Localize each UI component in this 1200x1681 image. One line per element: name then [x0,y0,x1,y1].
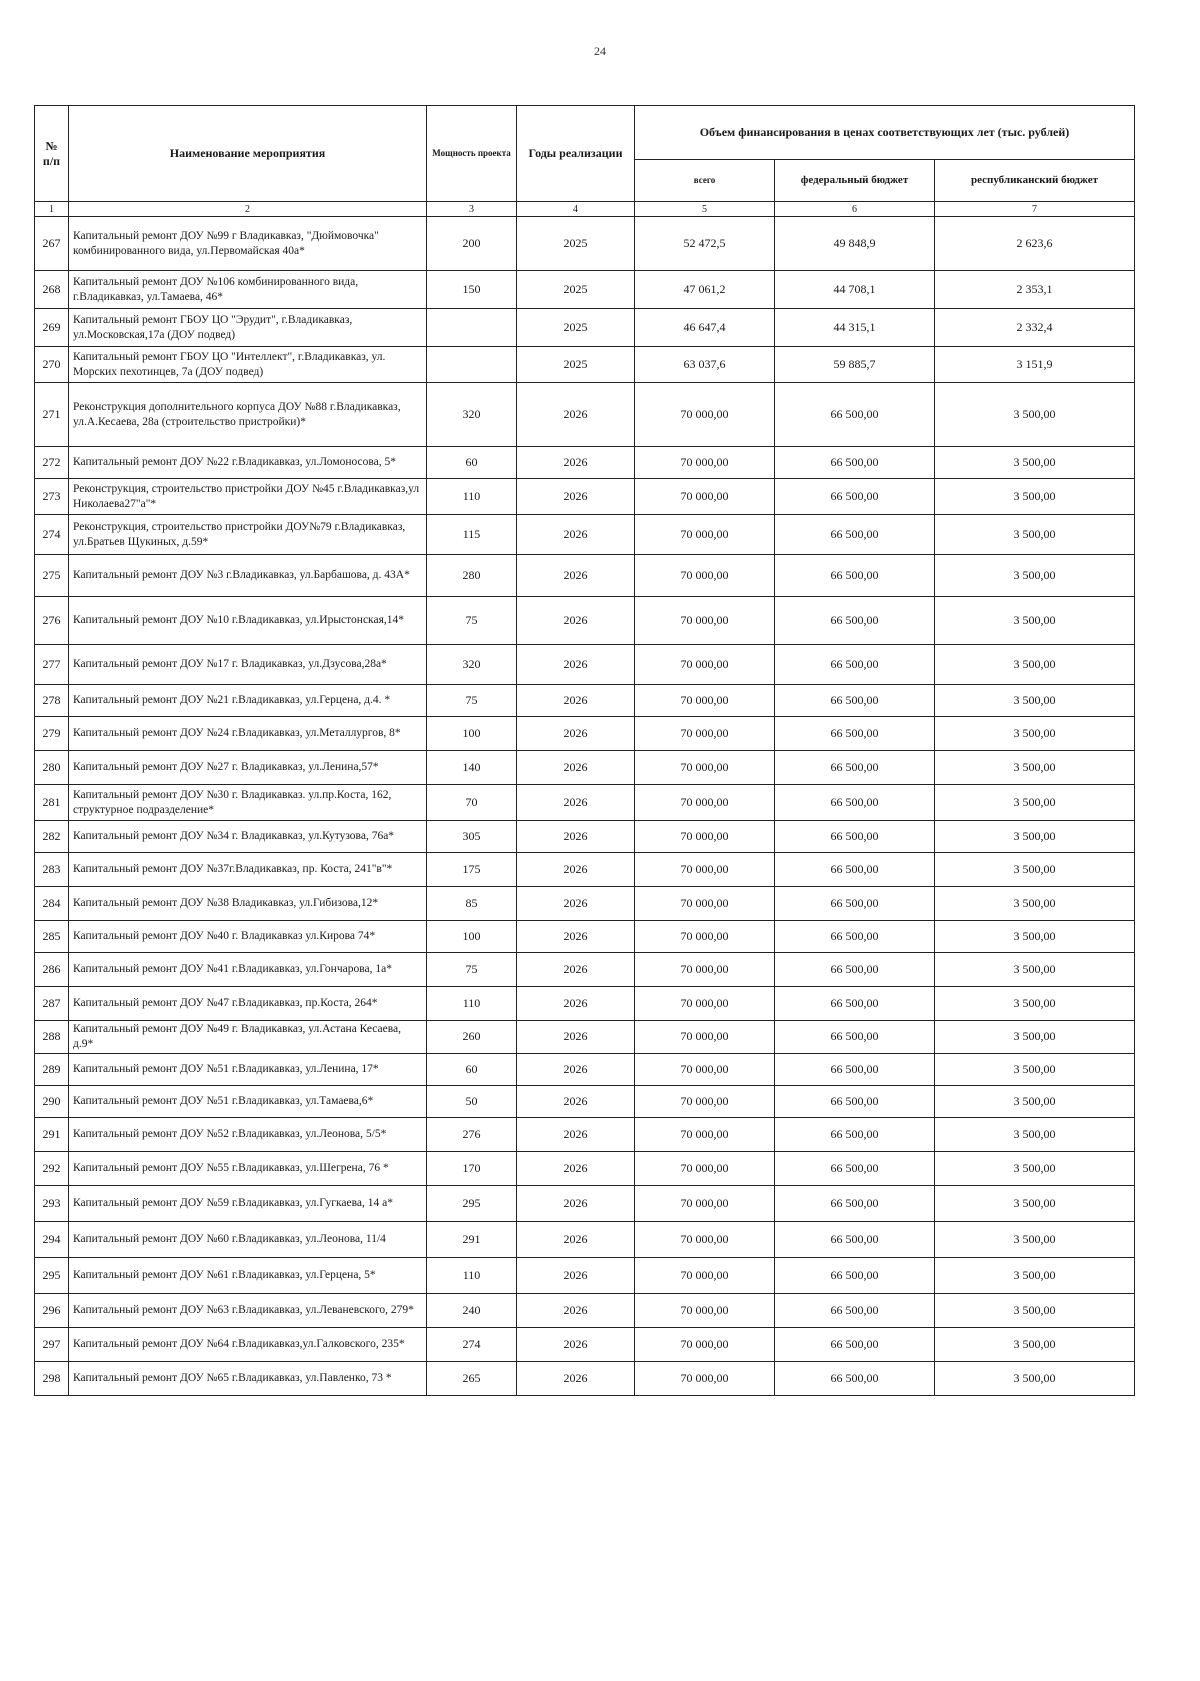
cell-federal: 66 500,00 [775,921,935,953]
cell-capacity: 291 [427,1221,517,1257]
cell-num: 274 [35,515,69,555]
cell-name: Капитальный ремонт ДОУ №41 г.Владикавказ, ул.Гончарова, 1а* [69,953,427,987]
cell-year: 2026 [517,515,635,555]
table-row [35,887,1135,921]
cell-republic: 3 500,00 [935,717,1135,751]
cell-federal: 66 500,00 [775,1293,935,1327]
cell-num: 269 [35,309,69,347]
cell-total: 63 037,6 [635,347,775,383]
cell-capacity: 75 [427,685,517,717]
cell-num: 285 [35,921,69,953]
cell-federal: 66 500,00 [775,1053,935,1085]
cell-capacity: 110 [427,479,517,515]
cell-year: 2026 [517,1257,635,1293]
cell-num: 277 [35,645,69,685]
cell-total: 70 000,00 [635,821,775,853]
cell-capacity: 305 [427,821,517,853]
cell-num: 271 [35,383,69,447]
cell-num: 292 [35,1151,69,1185]
cell-republic: 3 500,00 [935,953,1135,987]
cell-year: 2026 [517,853,635,887]
column-numbers-row [35,202,1135,217]
cell-federal: 66 500,00 [775,821,935,853]
table-row [35,447,1135,479]
cell-year: 2026 [517,751,635,785]
cell-federal: 66 500,00 [775,645,935,685]
cell-total: 70 000,00 [635,1293,775,1327]
cell-republic: 3 500,00 [935,479,1135,515]
cell-year: 2026 [517,597,635,645]
cell-num: 272 [35,447,69,479]
cell-total: 47 061,2 [635,271,775,309]
table-row [35,1185,1135,1221]
column-number: 4 [517,202,635,217]
column-number: 1 [35,202,69,217]
cell-year: 2026 [517,785,635,821]
cell-federal: 66 500,00 [775,685,935,717]
cell-num: 281 [35,785,69,821]
table-row [35,597,1135,645]
cell-capacity: 110 [427,987,517,1021]
cell-republic: 2 332,4 [935,309,1135,347]
cell-name: Капитальный ремонт ДОУ №47 г.Владикавказ, пр.Коста, 264* [69,987,427,1021]
cell-year: 2025 [517,271,635,309]
cell-num: 283 [35,853,69,887]
cell-name: Капитальный ремонт ДОУ №34 г. Владикавказ, ул.Кутузова, 76а* [69,821,427,853]
cell-year: 2025 [517,217,635,271]
cell-num: 280 [35,751,69,785]
cell-name: Капитальный ремонт ДОУ №17 г. Владикавказ, ул.Дзусова,28а* [69,645,427,685]
cell-capacity: 265 [427,1361,517,1395]
table-row [35,217,1135,271]
table-row [35,1117,1135,1151]
table-row [35,479,1135,515]
cell-republic: 3 500,00 [935,1117,1135,1151]
cell-federal: 66 500,00 [775,887,935,921]
table-row [35,1085,1135,1117]
cell-federal: 44 708,1 [775,271,935,309]
cell-total: 52 472,5 [635,217,775,271]
cell-capacity: 276 [427,1117,517,1151]
table-row [35,1327,1135,1361]
cell-year: 2026 [517,447,635,479]
cell-name: Реконструкция, строительство пристройки ДОУ№79 г.Владикавказ, ул.Братьев Щукиных, д.59* [69,515,427,555]
cell-year: 2026 [517,1085,635,1117]
cell-federal: 66 500,00 [775,1221,935,1257]
cell-republic: 2 353,1 [935,271,1135,309]
cell-total: 70 000,00 [635,383,775,447]
cell-total: 70 000,00 [635,921,775,953]
cell-name: Реконструкция дополнительного корпуса ДОУ №88 г.Владикавказ, ул.А.Кесаева, 28а (строительство пристройки)* [69,383,427,447]
table-row [35,1053,1135,1085]
cell-republic: 3 500,00 [935,555,1135,597]
cell-total: 70 000,00 [635,645,775,685]
table-row [35,555,1135,597]
cell-federal: 66 500,00 [775,853,935,887]
cell-capacity: 260 [427,1021,517,1054]
table-row [35,751,1135,785]
table-row [35,821,1135,853]
table-row [35,515,1135,555]
table-row [35,1151,1135,1185]
cell-num: 284 [35,887,69,921]
cell-total: 70 000,00 [635,1053,775,1085]
cell-year: 2026 [517,645,635,685]
cell-federal: 66 500,00 [775,1257,935,1293]
cell-federal: 66 500,00 [775,987,935,1021]
cell-capacity [427,309,517,347]
cell-capacity: 200 [427,217,517,271]
cell-num: 286 [35,953,69,987]
cell-year: 2026 [517,1293,635,1327]
cell-name: Капитальный ремонт ДОУ №27 г. Владикавказ, ул.Ленина,57* [69,751,427,785]
cell-num: 275 [35,555,69,597]
cell-total: 70 000,00 [635,597,775,645]
cell-num: 294 [35,1221,69,1257]
cell-republic: 3 500,00 [935,987,1135,1021]
cell-year: 2026 [517,921,635,953]
cell-republic: 2 623,6 [935,217,1135,271]
cell-federal: 66 500,00 [775,1327,935,1361]
cell-num: 268 [35,271,69,309]
table-body [35,217,1135,1396]
cell-year: 2026 [517,479,635,515]
cell-republic: 3 500,00 [935,821,1135,853]
cell-capacity: 280 [427,555,517,597]
cell-year: 2026 [517,685,635,717]
cell-year: 2025 [517,347,635,383]
table-row [35,785,1135,821]
cell-total: 46 647,4 [635,309,775,347]
cell-total: 70 000,00 [635,887,775,921]
cell-capacity: 75 [427,953,517,987]
cell-federal: 59 885,7 [775,347,935,383]
cell-year: 2026 [517,1185,635,1221]
header-capacity: Мощность проекта [427,106,517,202]
cell-year: 2026 [517,1151,635,1185]
cell-total: 70 000,00 [635,1257,775,1293]
cell-republic: 3 500,00 [935,853,1135,887]
cell-year: 2026 [517,821,635,853]
cell-republic: 3 500,00 [935,515,1135,555]
page-number: 24 [594,44,606,58]
cell-name: Капитальный ремонт ДОУ №22 г.Владикавказ, ул.Ломоносова, 5* [69,447,427,479]
cell-total: 70 000,00 [635,1021,775,1054]
cell-federal: 66 500,00 [775,1085,935,1117]
cell-name: Капитальный ремонт ДОУ №30 г. Владикавказ. ул.пр.Коста, 162, структурное подразделение* [69,785,427,821]
cell-federal: 66 500,00 [775,515,935,555]
cell-republic: 3 500,00 [935,785,1135,821]
cell-year: 2026 [517,555,635,597]
cell-name: Реконструкция, строительство пристройки ДОУ №45 г.Владикавказ,ул Николаева27"а"* [69,479,427,515]
cell-republic: 3 500,00 [935,1185,1135,1221]
cell-year: 2026 [517,887,635,921]
cell-republic: 3 500,00 [935,1327,1135,1361]
cell-federal: 66 500,00 [775,717,935,751]
cell-federal: 66 500,00 [775,1151,935,1185]
cell-republic: 3 500,00 [935,1221,1135,1257]
table-row [35,1257,1135,1293]
header-federal: федеральный бюджет [775,160,935,202]
cell-federal: 66 500,00 [775,383,935,447]
cell-num: 289 [35,1053,69,1085]
cell-year: 2026 [517,383,635,447]
cell-republic: 3 500,00 [935,383,1135,447]
cell-num: 296 [35,1293,69,1327]
cell-name: Капитальный ремонт ДОУ №99 г Владикавказ, "Дюймовочка" комбинированного вида, ул.Первомайская 40а* [69,217,427,271]
cell-name: Капитальный ремонт ДОУ №61 г.Владикавказ, ул.Герцена, 5* [69,1257,427,1293]
cell-capacity: 85 [427,887,517,921]
cell-capacity: 170 [427,1151,517,1185]
table-row [35,1021,1135,1054]
cell-name: Капитальный ремонт ДОУ №10 г.Владикавказ, ул.Ирыстонская,14* [69,597,427,645]
cell-federal: 66 500,00 [775,785,935,821]
table-row [35,1361,1135,1395]
table-row [35,347,1135,383]
cell-capacity: 295 [427,1185,517,1221]
table-row [35,685,1135,717]
cell-republic: 3 500,00 [935,1021,1135,1054]
cell-num: 291 [35,1117,69,1151]
cell-total: 70 000,00 [635,515,775,555]
cell-federal: 66 500,00 [775,555,935,597]
cell-name: Капитальный ремонт ДОУ №51 г.Владикавказ, ул.Ленина, 17* [69,1053,427,1085]
cell-num: 270 [35,347,69,383]
cell-republic: 3 500,00 [935,597,1135,645]
cell-num: 297 [35,1327,69,1361]
cell-capacity: 115 [427,515,517,555]
cell-federal: 44 315,1 [775,309,935,347]
cell-num: 279 [35,717,69,751]
cell-republic: 3 500,00 [935,887,1135,921]
cell-capacity: 100 [427,717,517,751]
cell-year: 2026 [517,1021,635,1054]
cell-capacity: 60 [427,447,517,479]
cell-num: 293 [35,1185,69,1221]
table-row [35,717,1135,751]
cell-total: 70 000,00 [635,1361,775,1395]
cell-federal: 66 500,00 [775,1021,935,1054]
header-name: Наименование мероприятия [69,106,427,202]
header-num: № п/п [35,106,69,202]
cell-capacity: 60 [427,1053,517,1085]
cell-name: Капитальный ремонт ДОУ №64 г.Владикавказ,ул.Галковского, 235* [69,1327,427,1361]
cell-total: 70 000,00 [635,953,775,987]
cell-republic: 3 500,00 [935,1293,1135,1327]
cell-total: 70 000,00 [635,717,775,751]
cell-num: 276 [35,597,69,645]
header-financing: Объем финансирования в ценах соответствующих лет (тыс. рублей) [635,106,1135,160]
header-total: всего [635,160,775,202]
cell-name: Капитальный ремонт ДОУ №55 г.Владикавказ, ул.Шегрена, 76 * [69,1151,427,1185]
cell-federal: 49 848,9 [775,217,935,271]
cell-name: Капитальный ремонт ДОУ №38 Владикавказ, ул.Гибизова,12* [69,887,427,921]
cell-name: Капитальный ремонт ДОУ №21 г.Владикавказ, ул.Герцена, д.4. * [69,685,427,717]
cell-name: Капитальный ремонт ДОУ №60 г.Владикавказ, ул.Леонова, 11/4 [69,1221,427,1257]
cell-name: Капитальный ремонт ДОУ №40 г. Владикавказ ул.Кирова 74* [69,921,427,953]
cell-year: 2025 [517,309,635,347]
table-row [35,1221,1135,1257]
cell-name: Капитальный ремонт ДОУ №51 г.Владикавказ, ул.Тамаева,6* [69,1085,427,1117]
column-number: 7 [935,202,1135,217]
table-row [35,645,1135,685]
financing-table [34,105,1135,1396]
cell-name: Капитальный ремонт ГБОУ ЦО "Эрудит", г.Владикавказ, ул.Московская,17а (ДОУ подвед) [69,309,427,347]
cell-republic: 3 500,00 [935,1151,1135,1185]
table-row [35,987,1135,1021]
table-row [35,383,1135,447]
cell-name: Капитальный ремонт ДОУ №37г.Владикавказ, пр. Коста, 241"в"* [69,853,427,887]
cell-year: 2026 [517,987,635,1021]
cell-year: 2026 [517,1221,635,1257]
cell-federal: 66 500,00 [775,1117,935,1151]
cell-federal: 66 500,00 [775,953,935,987]
table-row [35,1293,1135,1327]
cell-num: 282 [35,821,69,853]
cell-name: Капитальный ремонт ДОУ №49 г. Владикавказ, ул.Астана Кесаева, д.9* [69,1021,427,1054]
cell-total: 70 000,00 [635,1151,775,1185]
cell-federal: 66 500,00 [775,479,935,515]
cell-num: 287 [35,987,69,1021]
cell-total: 70 000,00 [635,785,775,821]
cell-num: 295 [35,1257,69,1293]
cell-total: 70 000,00 [635,1327,775,1361]
cell-capacity: 100 [427,921,517,953]
table-row [35,309,1135,347]
cell-name: Капитальный ремонт ГБОУ ЦО "Интеллект", г.Владикавказ, ул. Морских пехотинцев, 7а (ДОУ подвед) [69,347,427,383]
cell-republic: 3 500,00 [935,447,1135,479]
cell-capacity [427,347,517,383]
cell-total: 70 000,00 [635,555,775,597]
cell-total: 70 000,00 [635,1085,775,1117]
cell-capacity: 150 [427,271,517,309]
cell-republic: 3 500,00 [935,1257,1135,1293]
cell-total: 70 000,00 [635,1117,775,1151]
cell-year: 2026 [517,1053,635,1085]
cell-total: 70 000,00 [635,987,775,1021]
cell-republic: 3 500,00 [935,921,1135,953]
cell-year: 2026 [517,1327,635,1361]
table-row [35,853,1135,887]
cell-name: Капитальный ремонт ДОУ №3 г.Владикавказ, ул.Барбашова, д. 43А* [69,555,427,597]
cell-total: 70 000,00 [635,479,775,515]
cell-republic: 3 500,00 [935,685,1135,717]
cell-year: 2026 [517,1117,635,1151]
cell-capacity: 320 [427,383,517,447]
cell-num: 290 [35,1085,69,1117]
cell-num: 298 [35,1361,69,1395]
cell-capacity: 175 [427,853,517,887]
cell-capacity: 140 [427,751,517,785]
cell-federal: 66 500,00 [775,447,935,479]
cell-total: 70 000,00 [635,853,775,887]
cell-name: Капитальный ремонт ДОУ №65 г.Владикавказ, ул.Павленко, 73 * [69,1361,427,1395]
cell-num: 273 [35,479,69,515]
cell-name: Капитальный ремонт ДОУ №106 комбинированного вида, г.Владикавказ, ул.Тамаева, 46* [69,271,427,309]
cell-republic: 3 500,00 [935,1053,1135,1085]
cell-capacity: 240 [427,1293,517,1327]
cell-republic: 3 500,00 [935,1085,1135,1117]
cell-capacity: 75 [427,597,517,645]
cell-republic: 3 500,00 [935,751,1135,785]
cell-total: 70 000,00 [635,751,775,785]
header-republic: республиканский бюджет [935,160,1135,202]
column-number: 5 [635,202,775,217]
table-row [35,921,1135,953]
cell-federal: 66 500,00 [775,1185,935,1221]
cell-total: 70 000,00 [635,1185,775,1221]
cell-capacity: 274 [427,1327,517,1361]
column-number: 6 [775,202,935,217]
cell-capacity: 50 [427,1085,517,1117]
column-number: 2 [69,202,427,217]
table-row [35,953,1135,987]
cell-federal: 66 500,00 [775,751,935,785]
cell-capacity: 110 [427,1257,517,1293]
cell-num: 267 [35,217,69,271]
cell-year: 2026 [517,1361,635,1395]
column-number: 3 [427,202,517,217]
cell-total: 70 000,00 [635,447,775,479]
table-row [35,271,1135,309]
cell-federal: 66 500,00 [775,597,935,645]
cell-year: 2026 [517,953,635,987]
cell-num: 288 [35,1021,69,1054]
cell-republic: 3 500,00 [935,645,1135,685]
cell-capacity: 70 [427,785,517,821]
cell-name: Капитальный ремонт ДОУ №59 г.Владикавказ, ул.Гугкаева, 14 а* [69,1185,427,1221]
cell-federal: 66 500,00 [775,1361,935,1395]
cell-total: 70 000,00 [635,1221,775,1257]
cell-republic: 3 151,9 [935,347,1135,383]
cell-year: 2026 [517,717,635,751]
cell-name: Капитальный ремонт ДОУ №24 г.Владикавказ, ул.Металлургов, 8* [69,717,427,751]
cell-total: 70 000,00 [635,685,775,717]
cell-capacity: 320 [427,645,517,685]
cell-name: Капитальный ремонт ДОУ №63 г.Владикавказ, ул.Леваневского, 279* [69,1293,427,1327]
cell-num: 278 [35,685,69,717]
header-years: Годы реализации [517,106,635,202]
cell-republic: 3 500,00 [935,1361,1135,1395]
cell-name: Капитальный ремонт ДОУ №52 г.Владикавказ, ул.Леонова, 5/5* [69,1117,427,1151]
